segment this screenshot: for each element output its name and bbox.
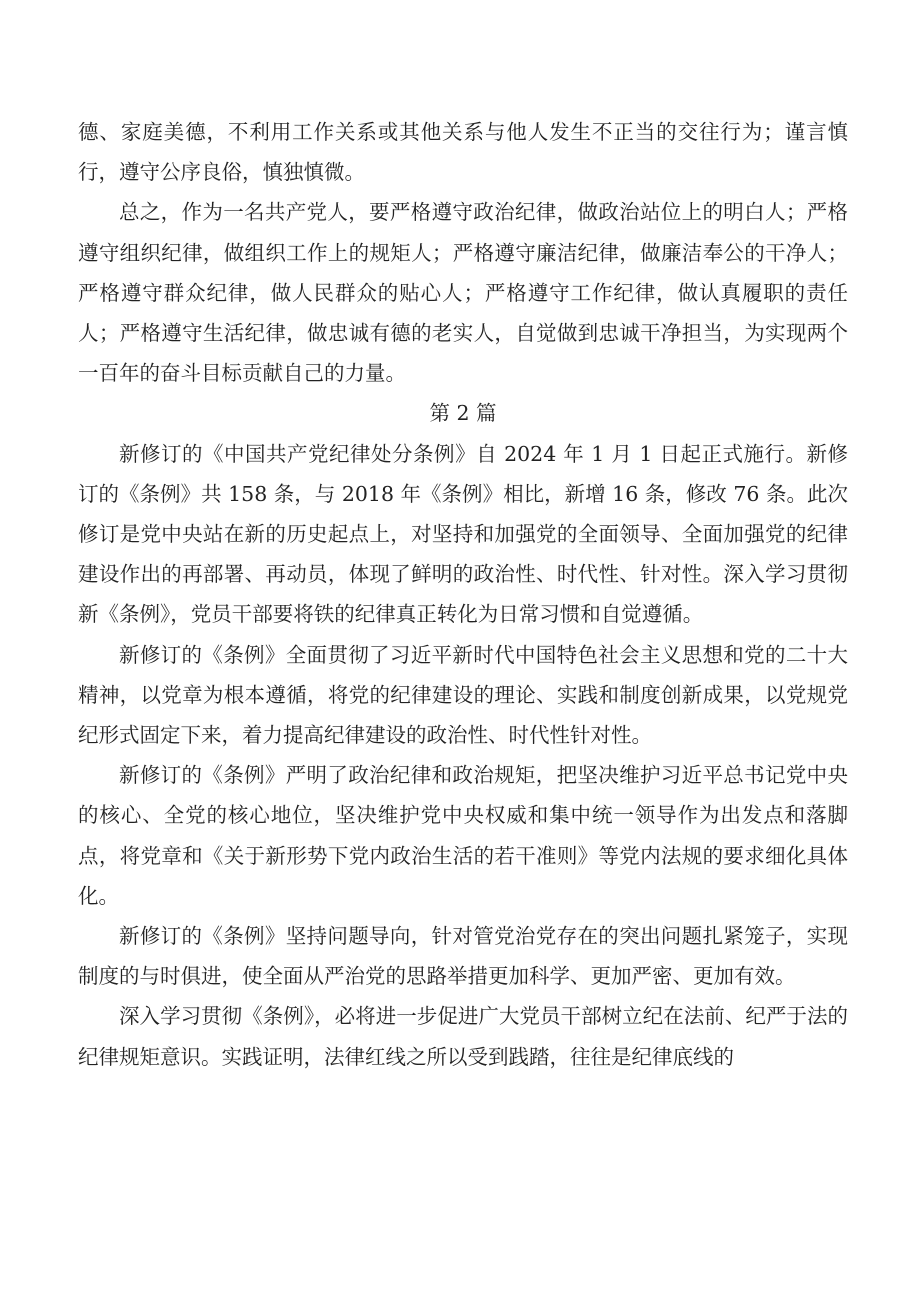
paragraph-5: 深入学习贯彻《条例》，必将进一步促进广大党员干部树立纪在法前、纪严于法的纪律规矩意识。实践证明，法律红线之所以受到践踏，往往是纪律底线的 <box>78 1004 848 1069</box>
paragraph-1: 新修订的《中国共产党纪律处分条例》自 2024 年 1 月 1 日起正式施行。新修订的《条例》共 158 条，与 2018 年《条例》相比，新增 16 条，修改 76 条。此次修订是党中央站在新的历史起点上，对坚持和加强党的全面领导、全面加强党的纪律建设作出的再部署、再动员，体现了鲜明的政治性、时代性、针对性。深入学习贯彻新《条例》，党员干部要将铁的纪律真正转化为日常习惯和自觉遵循。 <box>78 441 848 627</box>
summary-paragraph: 总之，作为一名共产党人，要严格遵守政治纪律，做政治站位上的明白人；严格遵守组织纪律，做组织工作上的规矩人；严格遵守廉洁纪律，做廉洁奉公的干净人；严格遵守群众纪律，做人民群众的贴心人；严格遵守工作纪律，做认真履职的责任人；严格遵守生活纪律，做忠诚有德的老实人，自觉做到忠诚干净担当，为实现两个一百年的奋斗目标贡献自己的力量。 <box>78 200 848 386</box>
section-title: 第 2 篇 <box>429 401 497 426</box>
continuation-paragraph: 德、家庭美德，不利用工作关系或其他关系与他人发生不正当的交往行为；谨言慎行，遵守公序良俗，慎独慎微。 <box>78 120 848 185</box>
paragraph-3: 新修订的《条例》严明了政治纪律和政治规矩，把坚决维护习近平总书记党中央的核心、全党的核心地位，坚决维护党中央权威和集中统一领导作为出发点和落脚点，将党章和《关于新形势下党内政治生活的若干准则》等党内法规的要求细化具体化。 <box>78 763 848 908</box>
paragraph-4: 新修订的《条例》坚持问题导向，针对管党治党存在的突出问题扎紧笼子，实现制度的与时俱进，使全面从严治党的思路举措更加科学、更加严密、更加有效。 <box>78 924 848 989</box>
paragraph-2: 新修订的《条例》全面贯彻了习近平新时代中国特色社会主义思想和党的二十大精神，以党章为根本遵循，将党的纪律建设的理论、实践和制度创新成果，以党规党纪形式固定下来，着力提高纪律建设的政治性、时代性针对性。 <box>78 642 848 748</box>
document-body <box>78 112 848 1077</box>
